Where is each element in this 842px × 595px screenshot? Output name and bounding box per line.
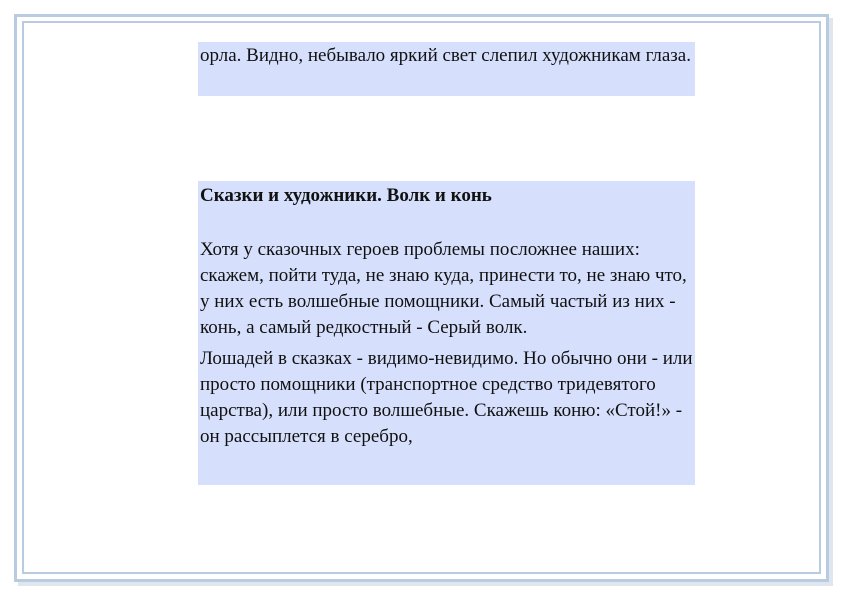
- text-block-main: [198, 181, 695, 485]
- text-block-top-paragraph: орла. Видно, небывало яркий свет слепил художникам глаза.: [200, 45, 691, 66]
- paragraph-helpers: Хотя у сказочных героев проблемы посложнее наших: скажем, пойти туда, не знаю куда, принести то, не знаю что, у них есть волшебные помощники. Самый частый из них - конь, а самый редкостный - Серый волк.: [200, 239, 687, 338]
- paragraph-horses: Лошадей в сказках - видимо-невидимо. Но обычно они - или просто помощники (транспортное средство тридевятого царства), или просто волшебные. Скажешь коню: «Стой!» - он рассыплется в серебро,: [200, 348, 693, 447]
- section-heading: Сказки и художники. Волк и конь: [200, 185, 492, 206]
- text-block-top: [198, 42, 695, 96]
- frame-shadow-bottom: [18, 582, 833, 586]
- heading-spacer: [200, 209, 695, 237]
- frame-shadow-right: [829, 18, 833, 586]
